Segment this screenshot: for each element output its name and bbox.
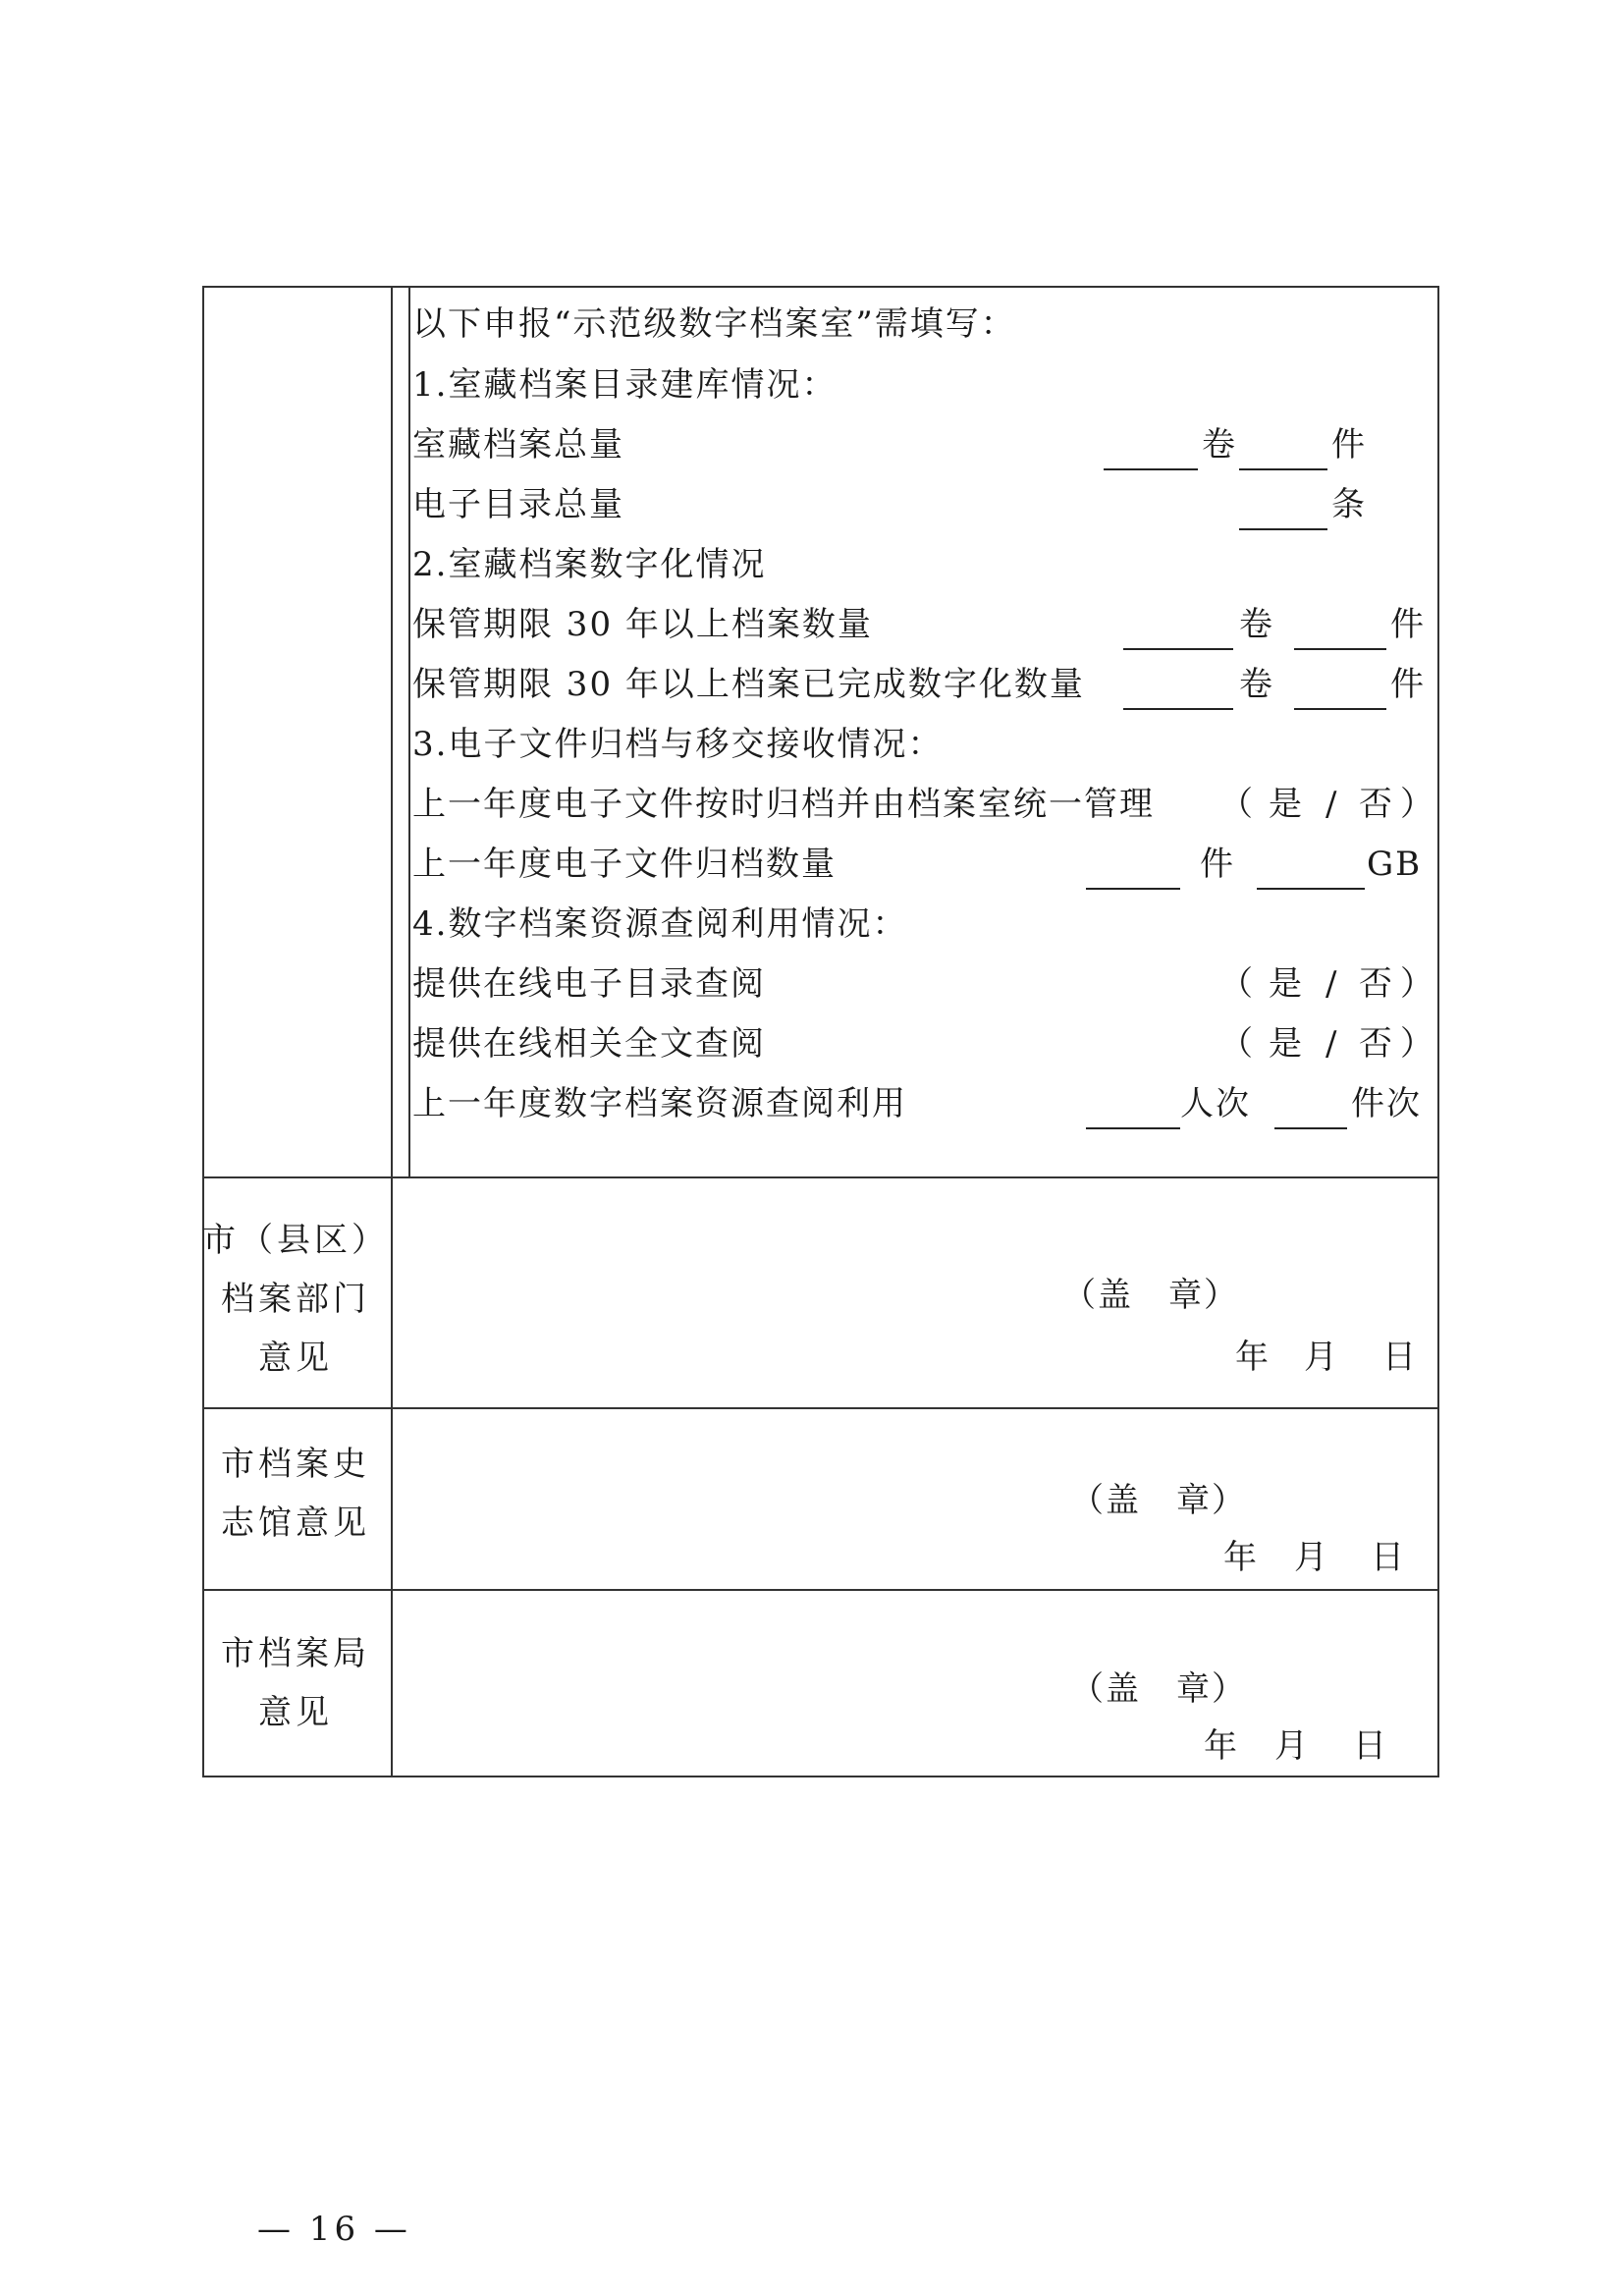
county-date-line xyxy=(0,1332,1623,1383)
bureau-seal-line xyxy=(0,1664,1623,1715)
digitized-count-label: 保管期限 30 年以上档案已完成数字化数量 xyxy=(412,665,1085,704)
unit-gb: GB xyxy=(1367,845,1423,884)
usage-jianci-field[interactable] xyxy=(1274,1078,1347,1129)
unit-tiao: 条 xyxy=(1331,485,1367,524)
section4-heading: 4.数字档案资源查阅利用情况： xyxy=(412,904,908,944)
total-juan-field[interactable] xyxy=(1104,419,1198,470)
date-day: 日 xyxy=(1353,1726,1388,1766)
over30-jian-field[interactable] xyxy=(1294,599,1386,650)
history-office-date-line xyxy=(0,1532,1623,1583)
date-month: 月 xyxy=(1294,1538,1329,1577)
section2-heading-line xyxy=(0,539,1623,590)
date-day: 日 xyxy=(1382,1338,1418,1377)
usage-renci-field[interactable] xyxy=(1086,1078,1180,1129)
date-month: 月 xyxy=(1274,1726,1310,1766)
section1-heading: 1.室藏档案目录建库情况： xyxy=(412,365,838,405)
label-line: 档案部门 xyxy=(221,1280,370,1319)
row-divider-history-opinion xyxy=(204,1407,1437,1409)
electronic-catalog-label: 电子目录总量 xyxy=(412,485,624,524)
declaration-intro-line xyxy=(0,299,1623,350)
label-line: 意见 xyxy=(258,1339,333,1378)
unit-juan: 卷 xyxy=(1239,605,1274,644)
row-divider-bureau-opinion xyxy=(204,1589,1437,1591)
choice-yes[interactable]: 是 xyxy=(1269,785,1304,824)
archived-jian-field[interactable] xyxy=(1086,839,1180,890)
choice-close: ） xyxy=(1400,964,1435,1004)
choice-no[interactable]: 否 xyxy=(1359,1024,1394,1064)
online-catalog-row xyxy=(0,958,1623,1010)
resource-usage-label: 上一年度数字档案资源查阅利用 xyxy=(412,1084,907,1123)
choice-no[interactable]: 否 xyxy=(1359,785,1394,824)
digitized-count-row xyxy=(0,659,1623,710)
choice-slash: / xyxy=(1325,785,1339,824)
choice-slash: / xyxy=(1325,964,1339,1004)
unit-jianci: 件次 xyxy=(1351,1084,1422,1123)
unit-juan: 卷 xyxy=(1239,665,1274,704)
over30-juan-field[interactable] xyxy=(1123,599,1233,650)
row-divider-county-opinion xyxy=(204,1176,1437,1178)
archived-count-label: 上一年度电子文件归档数量 xyxy=(412,845,837,884)
electronic-catalog-row xyxy=(0,479,1623,530)
over30-count-row xyxy=(0,599,1623,650)
date-month: 月 xyxy=(1304,1338,1339,1377)
section2-heading: 2.室藏档案数字化情况 xyxy=(412,545,767,584)
choice-yes[interactable]: 是 xyxy=(1269,964,1304,1004)
catalog-tiao-field[interactable] xyxy=(1239,479,1327,530)
total-archives-label: 室藏档案总量 xyxy=(412,425,624,465)
section1-heading-line xyxy=(0,359,1623,410)
choice-no[interactable]: 否 xyxy=(1359,964,1394,1004)
total-jian-field[interactable] xyxy=(1239,419,1327,470)
declaration-intro: 以下申报“示范级数字档案室”需填写： xyxy=(412,304,1016,344)
bureau-date-line xyxy=(0,1721,1623,1772)
archived-count-row xyxy=(0,839,1623,890)
choice-open: （ xyxy=(1219,1024,1255,1064)
unit-jian: 件 xyxy=(1390,605,1426,644)
label-line: 市档案史 xyxy=(221,1445,370,1484)
unit-jian: 件 xyxy=(1390,665,1426,704)
resource-usage-row xyxy=(0,1078,1623,1129)
online-fulltext-label: 提供在线相关全文查阅 xyxy=(412,1024,766,1064)
choice-close: ） xyxy=(1400,785,1435,824)
seal-mark: （盖 章） xyxy=(1062,1276,1239,1315)
unit-jian: 件 xyxy=(1331,425,1367,465)
label-line: 志馆意见 xyxy=(221,1503,370,1543)
section3-heading-line xyxy=(0,719,1623,770)
unit-renci: 人次 xyxy=(1180,1084,1251,1123)
online-catalog-label: 提供在线电子目录查阅 xyxy=(412,964,766,1004)
choice-open: （ xyxy=(1219,785,1255,824)
unit-juan: 卷 xyxy=(1202,425,1237,465)
date-year: 年 xyxy=(1235,1338,1271,1377)
page-number: — 16 — xyxy=(257,2210,411,2249)
ontime-archiving-label: 上一年度电子文件按时归档并由档案室统一管理 xyxy=(412,785,1155,824)
label-line: 市（县区） xyxy=(202,1221,389,1260)
history-office-seal-line xyxy=(0,1475,1623,1526)
section4-heading-line xyxy=(0,899,1623,950)
over30-count-label: 保管期限 30 年以上档案数量 xyxy=(412,605,873,644)
date-year: 年 xyxy=(1223,1538,1259,1577)
seal-mark: （盖 章） xyxy=(1070,1481,1247,1520)
online-fulltext-row xyxy=(0,1018,1623,1069)
choice-open: （ xyxy=(1219,964,1255,1004)
ontime-archiving-row xyxy=(0,779,1623,830)
digitized-jian-field[interactable] xyxy=(1294,659,1386,710)
section3-heading: 3.电子文件归档与移交接收情况： xyxy=(412,725,944,764)
choice-yes[interactable]: 是 xyxy=(1269,1024,1304,1064)
archived-gb-field[interactable] xyxy=(1257,839,1365,890)
date-year: 年 xyxy=(1204,1726,1239,1766)
total-archives-row xyxy=(0,419,1623,470)
label-line: 意见 xyxy=(258,1693,333,1732)
date-day: 日 xyxy=(1371,1538,1406,1577)
digitized-juan-field[interactable] xyxy=(1123,659,1233,710)
unit-jian: 件 xyxy=(1200,845,1235,884)
label-line: 市档案局 xyxy=(221,1634,370,1673)
county-seal-line xyxy=(0,1270,1623,1321)
choice-slash: / xyxy=(1325,1024,1339,1064)
choice-close: ） xyxy=(1400,1024,1435,1064)
seal-mark: （盖 章） xyxy=(1070,1669,1247,1709)
